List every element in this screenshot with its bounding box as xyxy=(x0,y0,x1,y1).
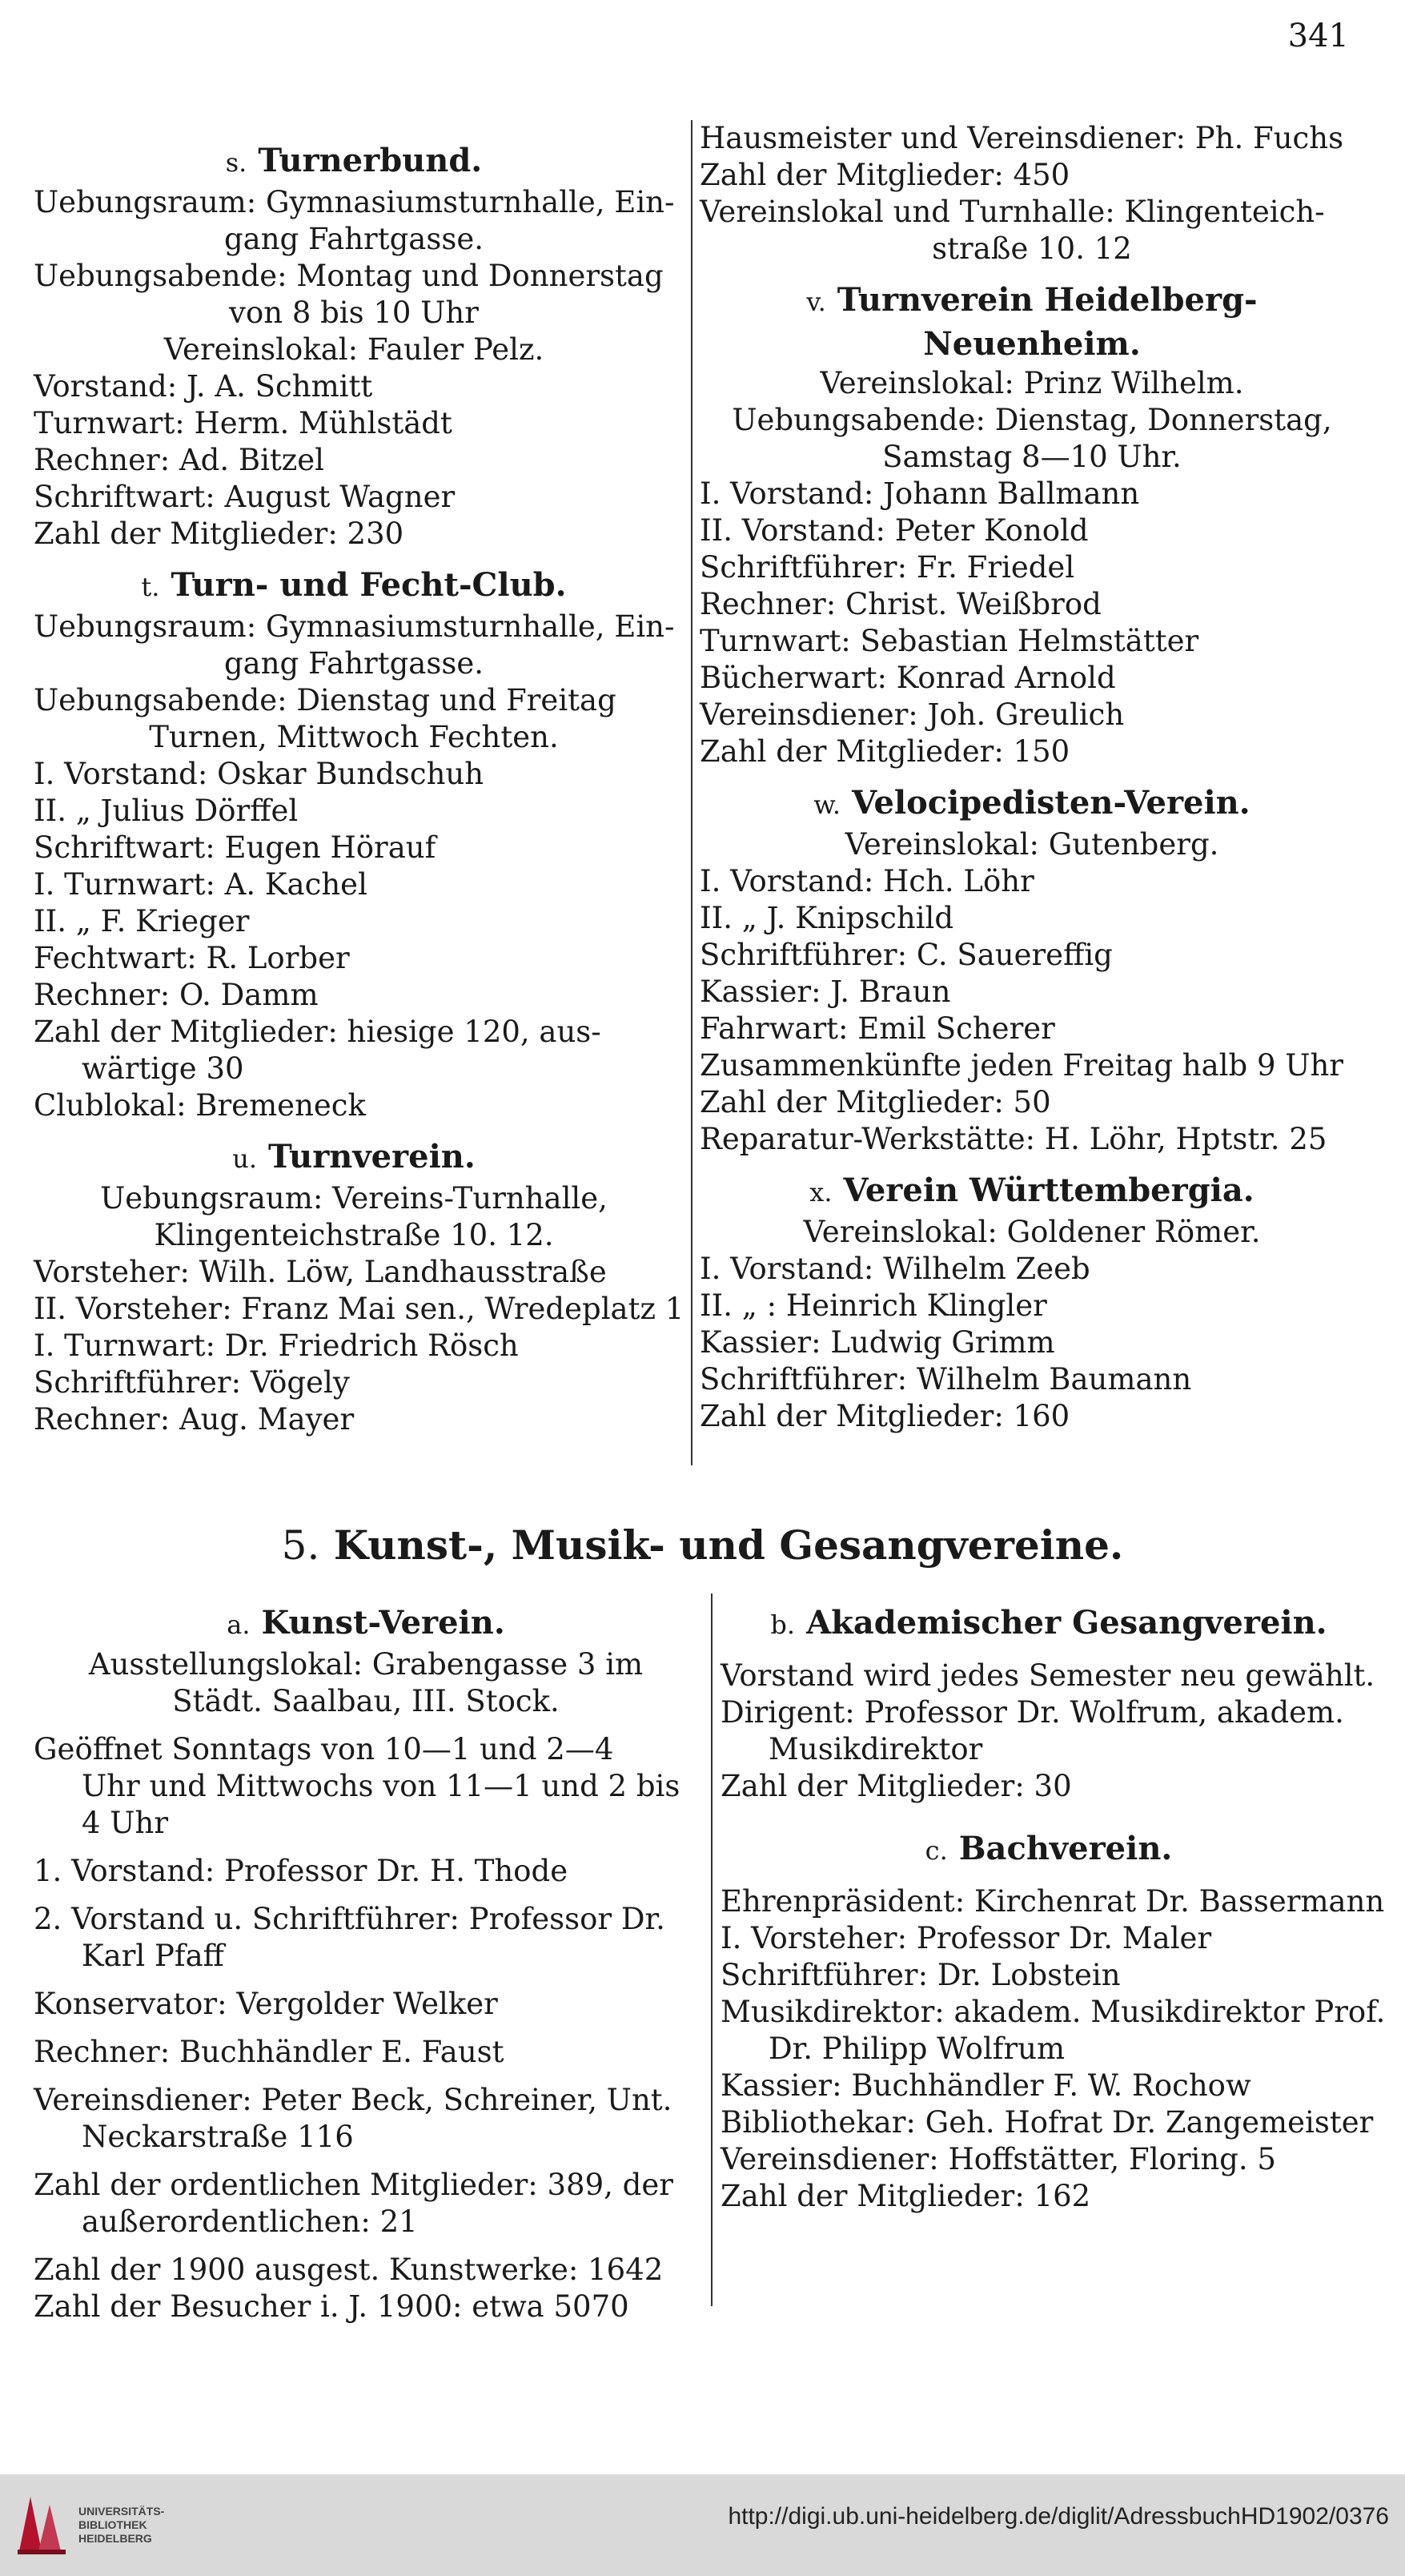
entry-line: II. Vorstand: Peter Konold xyxy=(700,513,1089,548)
entry-line: Zahl der 1900 ausgest. Kunstwerke: 1642 xyxy=(34,2252,664,2287)
society-name: Velocipedisten-Verein. xyxy=(852,784,1250,822)
entry-line: gang Fahrtgasse. xyxy=(223,646,484,681)
entry-line: straße 10. 12 xyxy=(932,231,1132,266)
entry-line: Uebungsraum: Gymnasiumsturnhalle, Ein- xyxy=(34,185,675,219)
entry-line: außerordentlichen: 21 xyxy=(82,2204,418,2239)
society-letter: c. xyxy=(925,1835,948,1866)
entry-line: Kassier: Ludwig Grimm xyxy=(700,1325,1055,1360)
entry-line: I. Vorstand: Hch. Löhr xyxy=(700,864,1034,898)
spacer xyxy=(721,1872,1377,1883)
entry-line: Ehrenpräsident: Kirchenrat Dr. Bassermann xyxy=(721,1884,1385,1919)
entry-line: 1. Vorstand: Professor Dr. H. Thode xyxy=(34,1854,568,1888)
entry-line: II. „ J. Knipschild xyxy=(700,901,954,935)
society-name: Bachverein. xyxy=(958,1830,1173,1867)
entry-line: Musikdirektor: akadem. Musikdirektor Prof. xyxy=(721,1995,1386,2029)
left-column-upper xyxy=(34,128,684,1438)
entry-line: I. Turnwart: Dr. Friedrich Rösch xyxy=(34,1328,519,1363)
entry-line: Bücherwart: Konrad Arnold xyxy=(700,661,1116,695)
spacer xyxy=(721,1805,1377,1816)
entry-line: Karl Pfaff xyxy=(82,1939,224,1973)
entry-line: II. Vorsteher: Franz Mai sen., Wredeplatz 1 xyxy=(34,1292,684,1326)
entry-line: Clublokal: Bremeneck xyxy=(34,1088,366,1123)
entry-line: Schriftführer: Wilhelm Baumann xyxy=(700,1362,1192,1397)
entry-line: Zahl der Mitglieder: 230 xyxy=(34,516,404,551)
page-number: 341 xyxy=(1287,18,1349,54)
entry-line: II. „ F. Krieger xyxy=(34,904,250,938)
spacer xyxy=(34,2156,698,2167)
society-name: Neuenheim. xyxy=(923,325,1141,363)
entry-line: Vereinslokal: Goldener Römer. xyxy=(803,1215,1261,1249)
entry-line: Zusammenkünfte jeden Freitag halb 9 Uhr xyxy=(700,1048,1343,1083)
entry-line: Rechner: Buchhändler E. Faust xyxy=(34,2035,504,2069)
entry-line: I. Vorsteher: Professor Dr. Maler xyxy=(721,1921,1212,1955)
section-number: 5. xyxy=(281,1522,320,1569)
spacer xyxy=(34,2071,698,2082)
spacer xyxy=(34,2023,698,2034)
entry-line: Uebungsabende: Dienstag, Donnerstag, xyxy=(732,403,1332,437)
society-title xyxy=(700,782,1364,826)
right-column-upper xyxy=(700,120,1364,1435)
entry-line: Zahl der Besucher i. J. 1900: etwa 5070 xyxy=(34,2289,629,2324)
entry-line: Klingenteichstraße 10. 12. xyxy=(154,1218,554,1252)
entry-line: I. Vorstand: Oskar Bundschuh xyxy=(34,757,484,791)
entry-line: Rechner: Christ. Weißbrod xyxy=(700,587,1102,621)
society-letter: a. xyxy=(227,1609,251,1640)
entry-line: Turnwart: Herm. Mühlstädt xyxy=(34,406,452,440)
entry-line: Vorstand: J. A. Schmitt xyxy=(34,369,373,404)
society-letter: u. xyxy=(232,1143,258,1174)
entry-line: I. Vorstand: Wilhelm Zeeb xyxy=(700,1252,1090,1286)
library-logo-text xyxy=(78,2505,164,2546)
entry-line: Dr. Philipp Wolfrum xyxy=(769,2031,1066,2066)
entry-line: Zahl der Mitglieder: 162 xyxy=(721,2179,1091,2213)
entry-line: Rechner: O. Damm xyxy=(34,978,319,1012)
society-letter: v. xyxy=(806,287,826,317)
entry-line: Zahl der Mitglieder: 160 xyxy=(700,1399,1070,1433)
entry-line: Vereinsdiener: Hoffstätter, Floring. 5 xyxy=(721,2142,1276,2176)
entry-line: Vereinsdiener: Joh. Greulich xyxy=(700,697,1125,732)
entry-line: von 8 bis 10 Uhr xyxy=(229,295,479,330)
entry-line: gang Fahrtgasse. xyxy=(223,222,484,256)
entry-line: Bibliothekar: Geh. Hofrat Dr. Zangemeister xyxy=(721,2105,1374,2140)
column-divider-lower xyxy=(711,1593,713,2306)
section-heading xyxy=(0,1520,1405,1571)
entry-line: Schriftwart: August Wagner xyxy=(34,480,456,514)
entry-line: Uhr und Mittwochs von 11—1 und 2 bis xyxy=(82,1769,680,1803)
logo-line: BIBLIOTHEK xyxy=(78,2518,147,2531)
society-letter: w. xyxy=(813,790,841,820)
society-name: Akademischer Gesangverein. xyxy=(806,1604,1327,1642)
society-title xyxy=(721,1601,1377,1646)
entry-line: Schriftführer: Vögely xyxy=(34,1365,350,1400)
society-name: Kunst-Verein. xyxy=(261,1604,505,1642)
entry-line: Zahl der Mitglieder: 150 xyxy=(700,734,1070,769)
logo-line: HEIDELBERG xyxy=(78,2532,152,2545)
entry-line: Hausmeister und Vereinsdiener: Ph. Fuchs xyxy=(700,121,1344,155)
entry-line: I. Vorstand: Johann Ballmann xyxy=(700,476,1140,511)
column-divider-upper xyxy=(691,120,692,1465)
society-letter: b. xyxy=(770,1609,796,1640)
entry-line: Kassier: Buchhändler F. W. Rochow xyxy=(721,2068,1251,2103)
entry-line: Schriftführer: Fr. Friedel xyxy=(700,550,1075,585)
entry-line: Schriftführer: Dr. Lobstein xyxy=(721,1958,1121,1992)
entry-line: Zahl der ordentlichen Mitglieder: 389, der xyxy=(34,2168,673,2202)
entry-line: Uebungsabende: Dienstag und Freitag xyxy=(34,683,616,717)
entry-line: Rechner: Ad. Bitzel xyxy=(34,443,324,477)
entry-line: Schriftwart: Eugen Hörauf xyxy=(34,830,436,865)
entry-line: I. Turnwart: A. Kachel xyxy=(34,867,367,902)
entry-line: Turnwart: Sebastian Helmstätter xyxy=(700,624,1199,658)
society-title xyxy=(721,1827,1377,1872)
entry-line: Uebungsraum: Vereins-Turnhalle, xyxy=(100,1181,608,1216)
entry-line: Vereinslokal und Turnhalle: Klingenteich- xyxy=(700,195,1325,229)
entry-line: Geöffnet Sonntags von 10—1 und 2—4 xyxy=(34,1732,614,1766)
logo-line: UNIVERSITÄTS- xyxy=(78,2505,165,2518)
society-title xyxy=(700,1169,1364,1214)
entry-line: Städt. Saalbau, III. Stock. xyxy=(172,1684,560,1718)
left-column-lower xyxy=(34,1590,698,2325)
entry-line: wärtige 30 xyxy=(82,1051,244,1086)
society-name: Turnerbund. xyxy=(258,142,483,179)
society-title xyxy=(34,139,674,184)
entry-line: Reparatur-Werkstätte: H. Löhr, Hptstr. 25 xyxy=(700,1122,1327,1156)
spacer xyxy=(721,1646,1377,1658)
society-title xyxy=(34,1135,674,1180)
entry-line: Samstag 8—10 Uhr. xyxy=(882,440,1182,474)
entry-line: Dirigent: Professor Dr. Wolfrum, akadem. xyxy=(721,1695,1344,1730)
entry-line: Fahrwart: Emil Scherer xyxy=(700,1011,1055,1046)
entry-line: Uebungsabende: Montag und Donnerstag xyxy=(34,259,664,293)
entry-line: Fechtwart: R. Lorber xyxy=(34,941,350,975)
entry-line: 2. Vorstand u. Schriftführer: Professor Dr. xyxy=(34,1902,665,1936)
spacer xyxy=(34,1890,698,1901)
entry-line: Turnen, Mittwoch Fechten. xyxy=(149,720,559,754)
source-url[interactable]: http://digi.ub.uni-heidelberg.de/diglit/AdressbuchHD1902/0376 xyxy=(728,2503,1389,2530)
entry-line: Vereinslokal: Prinz Wilhelm. xyxy=(820,366,1244,400)
entry-line: Zahl der Mitglieder: 50 xyxy=(700,1085,1051,1119)
right-column-lower xyxy=(721,1590,1386,2215)
entry-line: Vereinslokal: Gutenberg. xyxy=(845,827,1219,862)
entry-line: Vorstand wird jedes Semester neu gewählt. xyxy=(721,1658,1375,1693)
entry-line: II. „ Julius Dörffel xyxy=(34,794,299,828)
society-title xyxy=(34,564,674,609)
spacer xyxy=(34,1720,698,1731)
entry-line: 4 Uhr xyxy=(82,1806,169,1840)
entry-line: Kassier: J. Braun xyxy=(700,975,951,1009)
entry-line: Zahl der Mitglieder: hiesige 120, aus- xyxy=(34,1015,601,1049)
entry-line: Zahl der Mitglieder: 450 xyxy=(700,158,1070,192)
entry-line: Ausstellungslokal: Grabengasse 3 im xyxy=(88,1647,644,1682)
entry-line: II. „ : Heinrich Klingler xyxy=(700,1288,1047,1323)
society-name: Turnverein Heidelberg- xyxy=(837,281,1258,319)
entry-line: Vereinslokal: Fauler Pelz. xyxy=(163,332,544,367)
society-letter: s. xyxy=(225,147,247,178)
section-title: Kunst-, Musik- und Gesangvereine. xyxy=(333,1521,1124,1569)
society-name: Turn- und Fecht-Club. xyxy=(171,566,567,604)
society-name: Verein Württembergia. xyxy=(843,1171,1254,1209)
society-letter: x. xyxy=(809,1177,833,1208)
entry-line: Uebungsraum: Gymnasiumsturnhalle, Ein- xyxy=(34,609,675,644)
society-title xyxy=(700,279,1364,324)
entry-line: Musikdirektor xyxy=(769,1732,983,1766)
entry-line: Konservator: Vergolder Welker xyxy=(34,1987,498,2021)
entry-line: Rechner: Aug. Mayer xyxy=(34,1402,355,1437)
society-letter: t. xyxy=(141,572,160,602)
entry-line: Vorsteher: Wilh. Löw, Landhausstraße xyxy=(34,1255,607,1289)
entry-line: Zahl der Mitglieder: 30 xyxy=(721,1769,1072,1803)
spacer xyxy=(34,1842,698,1853)
footer-bar xyxy=(0,2474,1405,2576)
entry-line: Vereinsdiener: Peter Beck, Schreiner, Unt. xyxy=(34,2083,672,2117)
spacer xyxy=(34,1975,698,1986)
entry-line: Schriftführer: C. Sauereffig xyxy=(700,938,1113,972)
society-title xyxy=(34,1601,698,1646)
spacer xyxy=(34,2240,698,2252)
society-name: Turnverein. xyxy=(268,1138,476,1175)
entry-line: Neckarstraße 116 xyxy=(82,2120,354,2154)
library-logo-icon xyxy=(14,2492,72,2556)
